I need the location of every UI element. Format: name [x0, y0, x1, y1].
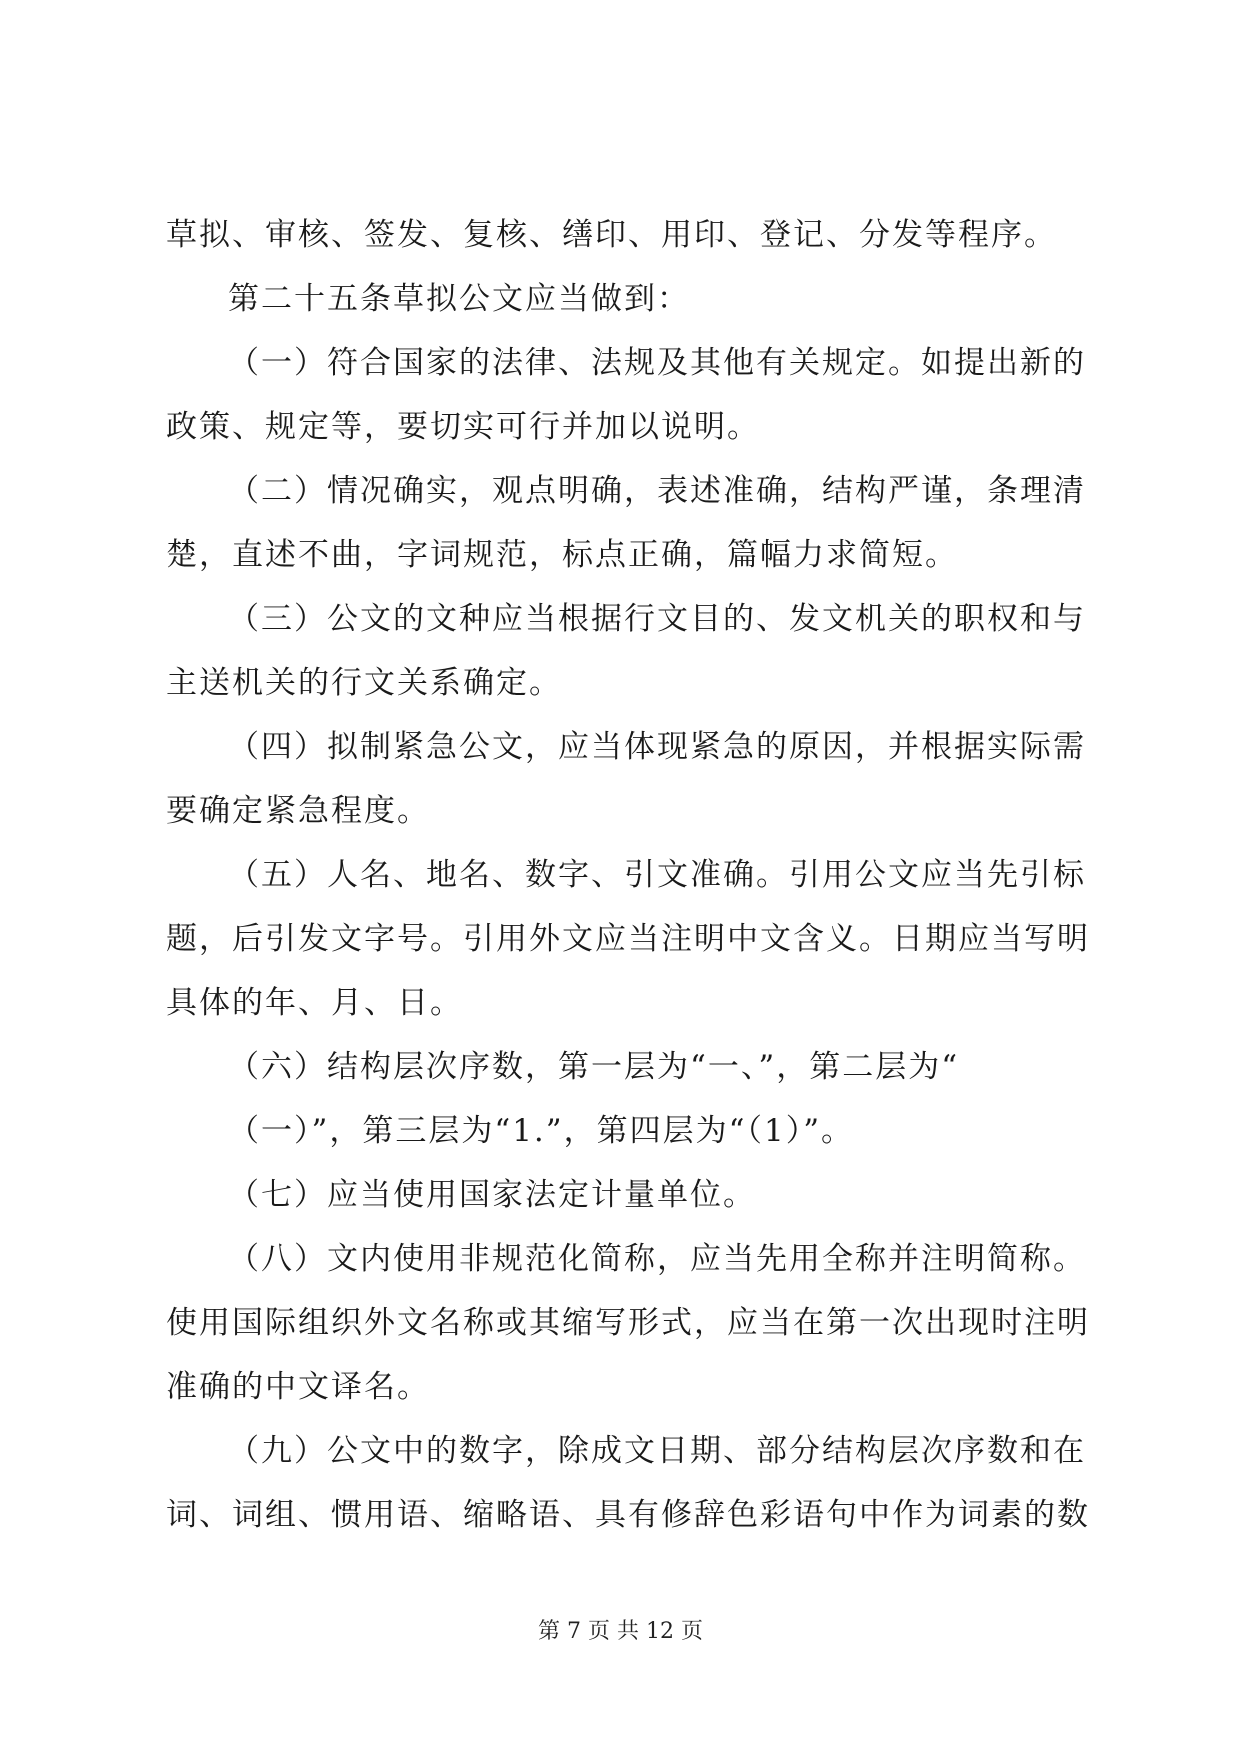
text-line: 准确的中文译名。: [166, 1369, 430, 1405]
text-line: 题，后引发文字号。引用外文应当注明中文含义。日期应当写明: [166, 921, 1090, 957]
text-line: （一）”，第三层为“1.”，第四层为“（1）”。: [228, 1113, 855, 1149]
text-line: （九）公文中的数字，除成文日期、部分结构层次序数和在: [228, 1433, 1086, 1469]
text-line: 使用国际组织外文名称或其缩写形式，应当在第一次出现时注明: [166, 1305, 1090, 1341]
text-line: （四）拟制紧急公文，应当体现紧急的原因，并根据实际需: [228, 729, 1086, 765]
text-line: （二）情况确实，观点明确，表述准确，结构严谨，条理清: [228, 473, 1086, 509]
text-line: 主送机关的行文关系确定。: [166, 665, 562, 701]
text-line: （一）符合国家的法律、法规及其他有关规定。如提出新的: [228, 345, 1086, 381]
text-line: 政策、规定等，要切实可行并加以说明。: [166, 409, 760, 445]
text-line: 要确定紧急程度。: [166, 793, 430, 829]
text-line: 楚，直述不曲，字词规范，标点正确，篇幅力求简短。: [166, 537, 958, 573]
text-line: （八）文内使用非规范化简称，应当先用全称并注明简称。: [228, 1241, 1086, 1277]
article-heading: 第二十五条草拟公文应当做到：: [228, 281, 690, 317]
text-line: （三）公文的文种应当根据行文目的、发文机关的职权和与: [228, 601, 1086, 637]
text-line: （七）应当使用国家法定计量单位。: [228, 1177, 756, 1213]
text-line: （六）结构层次序数，第一层为“一、”，第二层为“: [228, 1049, 960, 1085]
text-line: 草拟、审核、签发、复核、缮印、用印、登记、分发等程序。: [166, 217, 1057, 253]
page-number-footer: 第 7 页 共 12 页: [538, 1619, 703, 1644]
text-line: 词、词组、惯用语、缩略语、具有修辞色彩语句中作为词素的数: [166, 1497, 1090, 1533]
text-line: 具体的年、月、日。: [166, 985, 463, 1021]
document-body: [166, 203, 1090, 1547]
text-line: （五）人名、地名、数字、引文准确。引用公文应当先引标: [228, 857, 1086, 893]
